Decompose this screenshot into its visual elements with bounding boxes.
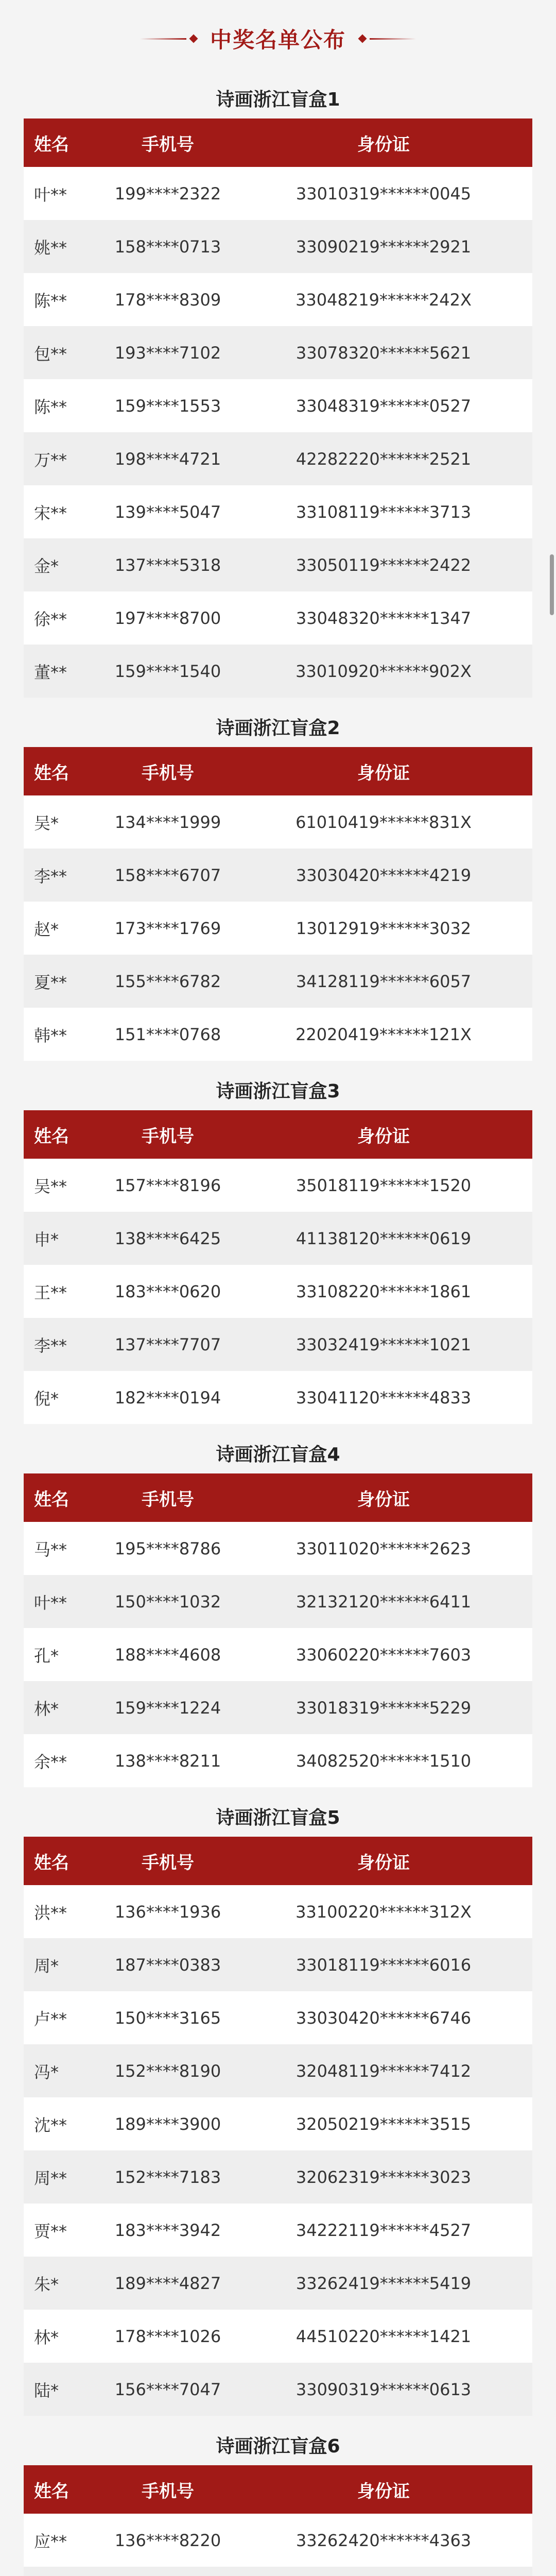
title-decoration-left xyxy=(140,36,201,42)
winner-phone: 150****1032 xyxy=(114,1591,221,1612)
winner-phone: 138****8211 xyxy=(114,1751,221,1771)
winner-name: 卢** xyxy=(34,2009,67,2029)
winner-phone: 158****6707 xyxy=(114,865,221,885)
winner-row xyxy=(24,1159,532,1212)
winner-phone: 159****1224 xyxy=(114,1698,221,1718)
winner-name: 申* xyxy=(34,1229,59,1249)
winner-phone: 137****5318 xyxy=(114,555,221,575)
winner-phone: 137****7707 xyxy=(114,1334,221,1354)
column-header-name: 姓名 xyxy=(34,1489,69,1510)
winner-phone: 156****7047 xyxy=(114,2379,221,2399)
winner-row xyxy=(24,1522,532,1575)
winner-name: 朱* xyxy=(34,2274,59,2294)
winner-name: 吴** xyxy=(34,1176,67,1196)
winner-name: 金* xyxy=(34,556,59,576)
winner-name: 孔* xyxy=(34,1646,59,1666)
winner-id-number: 33030420******4219 xyxy=(296,865,472,885)
prize-section xyxy=(24,77,532,698)
winner-phone: 151****0768 xyxy=(114,1024,221,1044)
prize-section xyxy=(24,1424,532,1787)
winner-phone: 159****1540 xyxy=(114,661,221,681)
table-header xyxy=(24,2465,532,2514)
winner-id-number: 33100220******312X xyxy=(296,1902,472,1922)
column-header-id: 身份证 xyxy=(357,1852,410,1873)
winner-id-number: 41138120******0619 xyxy=(296,1228,472,1248)
winner-row xyxy=(24,1628,532,1681)
winner-row xyxy=(24,167,532,220)
winner-row xyxy=(24,2097,532,2150)
column-header-name: 姓名 xyxy=(34,2481,69,2502)
column-header-name: 姓名 xyxy=(34,1852,69,1873)
section-title: 诗画浙江盲盒2 xyxy=(216,718,340,739)
winner-name: 周** xyxy=(34,2168,67,2188)
winner-id-number: 33078320******5621 xyxy=(296,343,472,363)
winner-id-number: 34082520******1510 xyxy=(296,1751,472,1771)
winner-phone: 157****8196 xyxy=(114,1175,221,1195)
prize-section xyxy=(24,1787,532,2416)
winner-phone: 138****6425 xyxy=(114,1228,221,1248)
winner-name: 冯* xyxy=(34,2062,59,2082)
winner-id-number: 61010419******831X xyxy=(296,812,472,832)
winner-id-number: 33108220******1861 xyxy=(296,1281,472,1301)
winner-name: 宋** xyxy=(34,503,67,523)
winner-id-number: 33048320******1347 xyxy=(296,608,472,628)
prize-section xyxy=(24,1061,532,1424)
column-header-name: 姓名 xyxy=(34,762,69,784)
winner-row xyxy=(24,1265,532,1318)
winner-id-number: 33030420******6746 xyxy=(296,2008,472,2028)
winner-row xyxy=(24,326,532,379)
column-header-name: 姓名 xyxy=(34,134,69,155)
scrollbar-thumb[interactable] xyxy=(550,554,554,615)
winner-row xyxy=(24,273,532,326)
winner-id-number: 33048319******0527 xyxy=(296,396,472,416)
winner-row xyxy=(24,795,532,849)
column-header-phone: 手机号 xyxy=(142,762,194,784)
sections-container xyxy=(0,77,556,2576)
winner-name: 陈** xyxy=(34,291,67,311)
winner-row xyxy=(24,2363,532,2416)
winner-name: 周* xyxy=(34,1956,59,1976)
winner-row xyxy=(24,432,532,485)
winner-row xyxy=(24,849,532,902)
winner-row xyxy=(24,2044,532,2097)
winner-name: 韩** xyxy=(34,1025,67,1045)
column-header-id: 身份证 xyxy=(357,134,410,155)
winner-name: 姚** xyxy=(34,238,67,258)
winner-row xyxy=(24,220,532,273)
winner-name: 叶** xyxy=(34,1592,67,1613)
winner-row xyxy=(24,2514,532,2567)
column-header-phone: 手机号 xyxy=(142,1852,194,1873)
winner-phone: 173****1769 xyxy=(114,918,221,938)
winner-phone: 193****7102 xyxy=(114,343,221,363)
column-header-phone: 手机号 xyxy=(142,1489,194,1510)
winner-row xyxy=(24,1318,532,1371)
winner-phone: 189****4827 xyxy=(114,2273,221,2293)
winner-name: 王** xyxy=(34,1282,67,1302)
winner-id-number: 35018119******1520 xyxy=(296,1175,472,1195)
winner-phone: 182****0194 xyxy=(114,1387,221,1408)
column-header-id: 身份证 xyxy=(357,1126,410,1147)
winner-phone: 136****1936 xyxy=(114,1902,221,1922)
winner-name: 董** xyxy=(34,662,67,682)
winner-row xyxy=(24,2257,532,2310)
winner-row xyxy=(24,1938,532,1991)
table-header xyxy=(24,118,532,167)
section-title: 诗画浙江盲盒3 xyxy=(216,1081,340,1102)
winner-id-number: 33018319******5229 xyxy=(296,1698,472,1718)
winner-id-number: 33032419******1021 xyxy=(296,1334,472,1354)
winner-id-number: 33090219******2921 xyxy=(296,236,472,257)
winner-row xyxy=(24,1991,532,2044)
winner-id-number: 34222119******4527 xyxy=(296,2220,472,2240)
column-header-id: 身份证 xyxy=(357,2481,410,2502)
winner-row xyxy=(24,645,532,698)
page-title: 中奖名单公布 xyxy=(210,27,346,53)
winner-id-number: 34128119******6057 xyxy=(296,971,472,991)
winner-id-number: 32050219******3515 xyxy=(296,2114,472,2134)
winner-id-number: 33262419******5419 xyxy=(296,2273,472,2293)
winner-id-number: 33050119******2422 xyxy=(296,555,472,575)
section-title: 诗画浙江盲盒1 xyxy=(216,89,340,110)
winner-id-number: 33060220******7603 xyxy=(296,1645,472,1665)
winner-id-number: 32132120******6411 xyxy=(296,1591,472,1612)
winner-row xyxy=(24,2204,532,2257)
winner-phone: 178****1026 xyxy=(114,2326,221,2346)
winner-name: 应** xyxy=(34,2531,67,2551)
table-header xyxy=(24,747,532,795)
column-header-phone: 手机号 xyxy=(142,2481,194,2502)
winner-id-number: 44510220******1421 xyxy=(296,2326,472,2346)
column-header-name: 姓名 xyxy=(34,1126,69,1147)
winner-phone: 158****0713 xyxy=(114,236,221,257)
prize-section xyxy=(24,698,532,1061)
winner-row xyxy=(24,1734,532,1787)
winner-phone: 152****7183 xyxy=(114,2167,221,2187)
winner-row xyxy=(24,1008,532,1061)
winner-id-number: 33010319******0045 xyxy=(296,183,472,204)
winner-id-number: 22020419******121X xyxy=(296,1024,472,1044)
title-decoration-right xyxy=(355,36,416,42)
winner-phone: 136****8220 xyxy=(114,2530,221,2550)
winner-name: 陈** xyxy=(34,397,67,417)
winner-row xyxy=(24,902,532,955)
winner-phone: 183****0620 xyxy=(114,1281,221,1301)
winner-phone: 187****0383 xyxy=(114,1955,221,1975)
winner-id-number: 32062319******3023 xyxy=(296,2167,472,2187)
section-title: 诗画浙江盲盒6 xyxy=(216,2436,340,2457)
column-header-phone: 手机号 xyxy=(142,134,194,155)
table-header xyxy=(24,1837,532,1885)
winner-name: 贾** xyxy=(34,2221,67,2241)
winner-id-number: 33262420******4363 xyxy=(296,2530,472,2550)
winner-row xyxy=(24,2310,532,2363)
winner-name: 赵* xyxy=(34,919,59,939)
winner-name: 倪* xyxy=(34,1388,59,1409)
winner-name: 叶** xyxy=(34,184,67,205)
winner-name: 林* xyxy=(34,2327,59,2347)
winner-row xyxy=(24,591,532,645)
winner-name: 夏** xyxy=(34,972,67,992)
winner-phone: 139****5047 xyxy=(114,502,221,522)
winner-phone: 183****3942 xyxy=(114,2220,221,2240)
page-header xyxy=(0,0,556,77)
winner-id-number: 33048219******242X xyxy=(296,290,472,310)
winner-name: 洪** xyxy=(34,1903,67,1923)
winner-phone: 155****6782 xyxy=(114,971,221,991)
winner-name: 吴* xyxy=(34,813,59,833)
winner-name: 陆* xyxy=(34,2380,59,2400)
winner-phone: 178****8309 xyxy=(114,290,221,310)
winner-row xyxy=(24,2567,532,2576)
winner-id-number: 33108119******3713 xyxy=(296,502,472,522)
winner-id-number: 33010920******902X xyxy=(296,661,472,681)
winner-name: 李** xyxy=(34,866,67,886)
winner-name: 李** xyxy=(34,1335,67,1355)
winner-phone: 199****2322 xyxy=(114,183,221,204)
winner-phone: 189****3900 xyxy=(114,2114,221,2134)
winner-name: 沈** xyxy=(34,2115,67,2135)
winner-phone: 198****4721 xyxy=(114,449,221,469)
table-header xyxy=(24,1110,532,1159)
winner-row xyxy=(24,1212,532,1265)
section-title: 诗画浙江盲盒4 xyxy=(216,1444,340,1465)
winner-id-number: 13012919******3032 xyxy=(296,918,472,938)
column-header-phone: 手机号 xyxy=(142,1126,194,1147)
winner-id-number: 33041120******4833 xyxy=(296,1387,472,1408)
winner-name: 徐** xyxy=(34,609,67,629)
winner-phone: 159****1553 xyxy=(114,396,221,416)
winner-row xyxy=(24,1885,532,1938)
winner-row xyxy=(24,955,532,1008)
winner-name: 包** xyxy=(34,344,67,364)
winner-row xyxy=(24,2150,532,2204)
winner-phone: 197****8700 xyxy=(114,608,221,628)
winner-phone: 150****3165 xyxy=(114,2008,221,2028)
winner-row xyxy=(24,485,532,538)
column-header-id: 身份证 xyxy=(357,762,410,784)
winner-id-number: 42282220******2521 xyxy=(296,449,472,469)
winner-row xyxy=(24,379,532,432)
winner-phone: 195****8786 xyxy=(114,1538,221,1558)
winner-row xyxy=(24,1371,532,1424)
winner-name: 林* xyxy=(34,1699,59,1719)
winner-name: 万** xyxy=(34,450,67,470)
winner-name: 余** xyxy=(34,1752,67,1772)
winner-phone: 134****1999 xyxy=(114,812,221,832)
winner-row xyxy=(24,1575,532,1628)
winner-name: 马** xyxy=(34,1539,67,1560)
winner-phone: 152****8190 xyxy=(114,2061,221,2081)
column-header-id: 身份证 xyxy=(357,1489,410,1510)
section-title: 诗画浙江盲盒5 xyxy=(216,1807,340,1828)
winner-row xyxy=(24,1681,532,1734)
table-header xyxy=(24,1473,532,1522)
winner-id-number: 32048119******7412 xyxy=(296,2061,472,2081)
prize-section xyxy=(24,2416,532,2576)
winner-id-number: 33090319******0613 xyxy=(296,2379,472,2399)
winner-row xyxy=(24,538,532,591)
winner-id-number: 33018119******6016 xyxy=(296,1955,472,1975)
winner-phone: 188****4608 xyxy=(114,1645,221,1665)
winner-id-number: 33011020******2623 xyxy=(296,1538,472,1558)
